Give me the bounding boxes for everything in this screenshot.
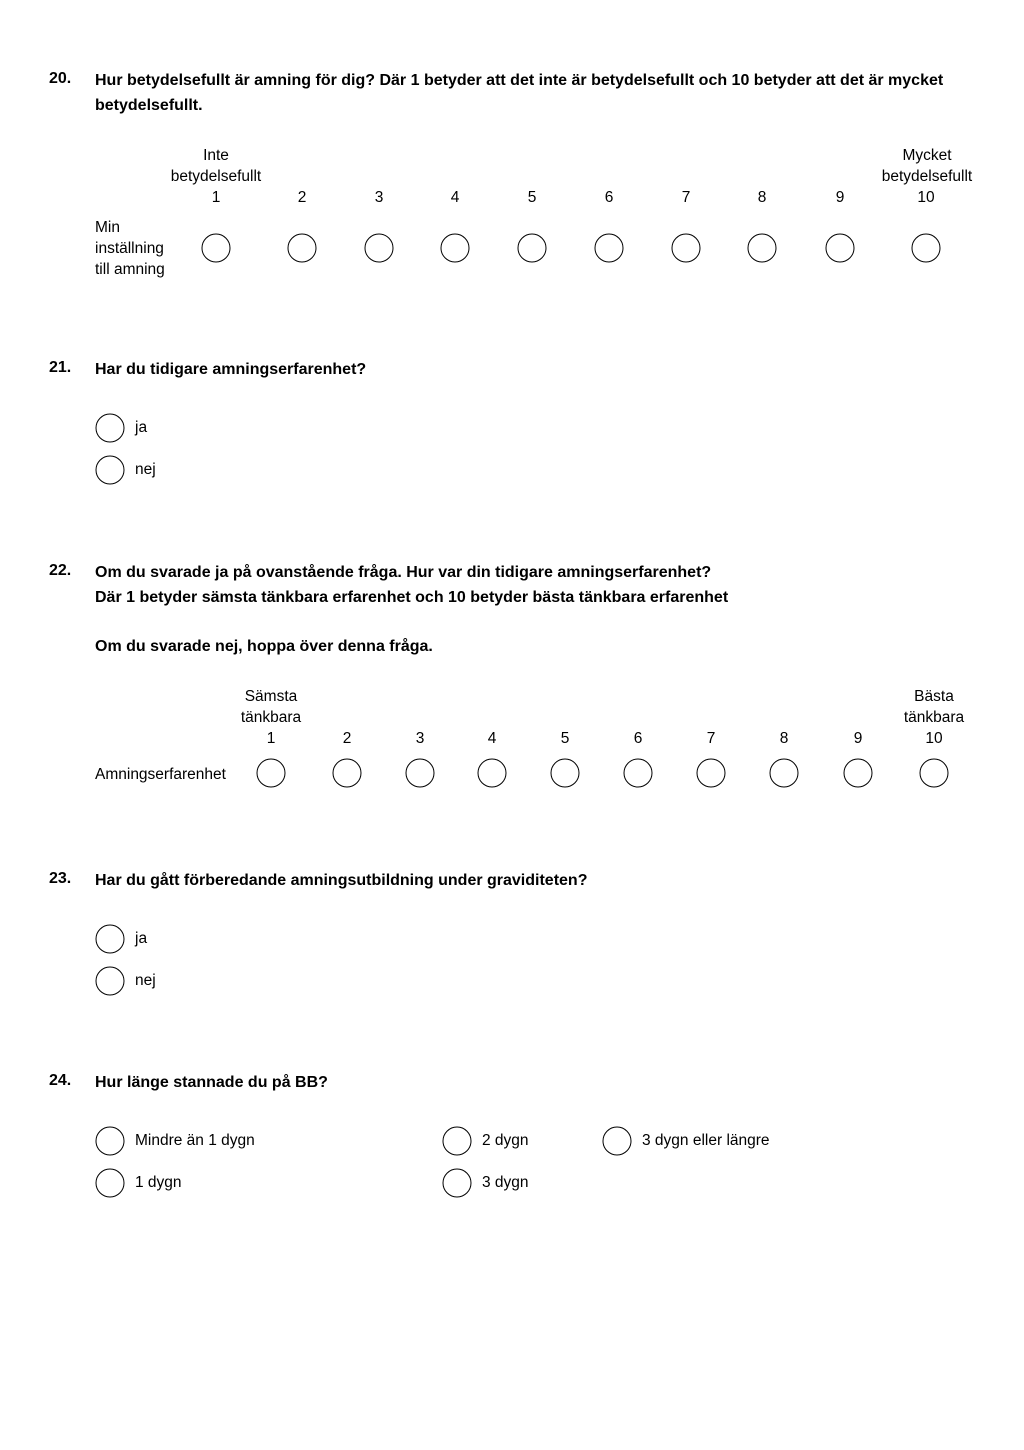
q22-anchor-high-line1: Bästa [914,688,954,705]
q22-radio-5[interactable] [551,759,580,788]
q21-radio-nej[interactable] [96,456,125,485]
q23-label-ja: ja [135,930,148,947]
q22-anchor-low-line2: tänkbara [240,709,302,726]
q20-row-label [95,217,165,280]
q22-anchor-high [904,686,964,728]
q20-radio-8[interactable] [748,234,777,263]
q20-radio-10[interactable] [912,234,941,263]
q23-radio-ja[interactable] [96,925,125,954]
q20-scale-number-4: 4 [450,189,460,206]
q22-anchor-low [241,686,301,728]
q20-radio-5[interactable] [518,234,547,263]
q20-scale-number-6: 6 [604,189,614,206]
q21-label-ja: ja [135,419,148,436]
q20-anchor-high-line2: betydelsefullt [881,168,973,185]
q21-radio-ja[interactable] [96,414,125,443]
q24-radio-less-than-1-dygn[interactable] [96,1127,125,1156]
q20-anchor-low [171,145,261,187]
q22-radio-8[interactable] [770,759,799,788]
q22-radio-9[interactable] [844,759,873,788]
q20-row-label-line3: till amning [95,261,165,278]
question-20-text: Hur betydelsefullt är amning för dig? Där 1 betyder att det inte är betydelsefullt och 10 betyder att det är mycket betydelsefullt. [95,72,944,114]
question-21-text: Har du tidigare amningserfarenhet? [95,361,367,378]
q22-radio-10[interactable] [920,759,949,788]
q24-label-2-dygn: 2 dygn [482,1132,529,1149]
question-24-number: 24. [49,1072,72,1089]
q20-radio-9[interactable] [826,234,855,263]
question-21-number: 21. [49,359,72,376]
q20-anchor-low-line2: betydelsefullt [170,168,262,185]
q20-radio-4[interactable] [441,234,470,263]
q22-radio-3[interactable] [406,759,435,788]
question-22-skip-note: Om du svarade nej, hoppa över denna fråga. [95,638,433,655]
q24-label-3-dygn-or-longer: 3 dygn eller längre [642,1132,770,1149]
q22-scale-number-4: 4 [487,730,497,747]
q24-radio-2-dygn[interactable] [443,1127,472,1156]
q20-scale-number-9: 9 [835,189,845,206]
q22-radio-6[interactable] [624,759,653,788]
q20-scale-number-10: 10 [917,189,935,206]
q20-radio-6[interactable] [595,234,624,263]
q20-radio-1[interactable] [202,234,231,263]
q22-scale-number-9: 9 [853,730,863,747]
q22-scale-number-5: 5 [560,730,570,747]
q24-label-3-dygn: 3 dygn [482,1174,529,1191]
q24-radio-3-dygn[interactable] [443,1169,472,1198]
q22-scale-number-3: 3 [415,730,425,747]
q22-scale-number-2: 2 [342,730,352,747]
q22-scale-number-6: 6 [633,730,643,747]
q22-row-label: Amningserfarenhet [95,766,226,783]
question-23-number: 23. [49,870,72,887]
q24-radio-1-dygn[interactable] [96,1169,125,1198]
q22-anchor-high-line2: tänkbara [903,709,965,726]
question-23-text: Har du gått förberedande amningsutbildning under graviditeten? [95,872,588,889]
q22-radio-7[interactable] [697,759,726,788]
q24-radio-3-dygn-or-longer[interactable] [603,1127,632,1156]
q23-label-nej: nej [135,972,156,989]
q20-scale-number-7: 7 [681,189,691,206]
q22-radio-2[interactable] [333,759,362,788]
q22-radio-1[interactable] [257,759,286,788]
q24-label-1-dygn: 1 dygn [135,1174,182,1191]
question-22-number: 22. [49,562,72,579]
question-22-text-line1: Om du svarade ja på ovanstående fråga. Hur var din tidigare amningserfarenhet? [95,564,712,581]
q22-radio-4[interactable] [478,759,507,788]
q24-label-less-than-1-dygn: Mindre än 1 dygn [135,1132,255,1149]
q20-scale-number-3: 3 [374,189,384,206]
q21-label-nej: nej [135,461,156,478]
question-24-text: Hur länge stannade du på BB? [95,1074,328,1091]
question-22-text [95,560,975,610]
q22-scale-number-1: 1 [266,730,276,747]
q20-anchor-high [882,145,972,187]
q20-radio-7[interactable] [672,234,701,263]
q20-radio-2[interactable] [288,234,317,263]
q22-scale-number-7: 7 [706,730,716,747]
q23-radio-nej[interactable] [96,967,125,996]
q22-scale-number-8: 8 [779,730,789,747]
q20-row-label-line1: Min [95,219,120,236]
q20-row-label-line2: inställning [95,240,164,257]
q20-anchor-low-line1: Inte [203,147,229,164]
q20-scale-number-5: 5 [527,189,537,206]
q20-scale-number-8: 8 [757,189,767,206]
q20-scale-number-2: 2 [297,189,307,206]
q20-anchor-high-line1: Mycket [902,147,952,164]
question-22-text-line2: Där 1 betyder sämsta tänkbara erfarenhet och 10 betyder bästa tänkbara erfarenhet [95,589,729,606]
q22-anchor-low-line1: Sämsta [244,688,298,705]
q22-scale-number-10: 10 [925,730,943,747]
question-20-number: 20. [49,70,72,87]
q20-scale-number-1: 1 [211,189,221,206]
q20-radio-3[interactable] [365,234,394,263]
